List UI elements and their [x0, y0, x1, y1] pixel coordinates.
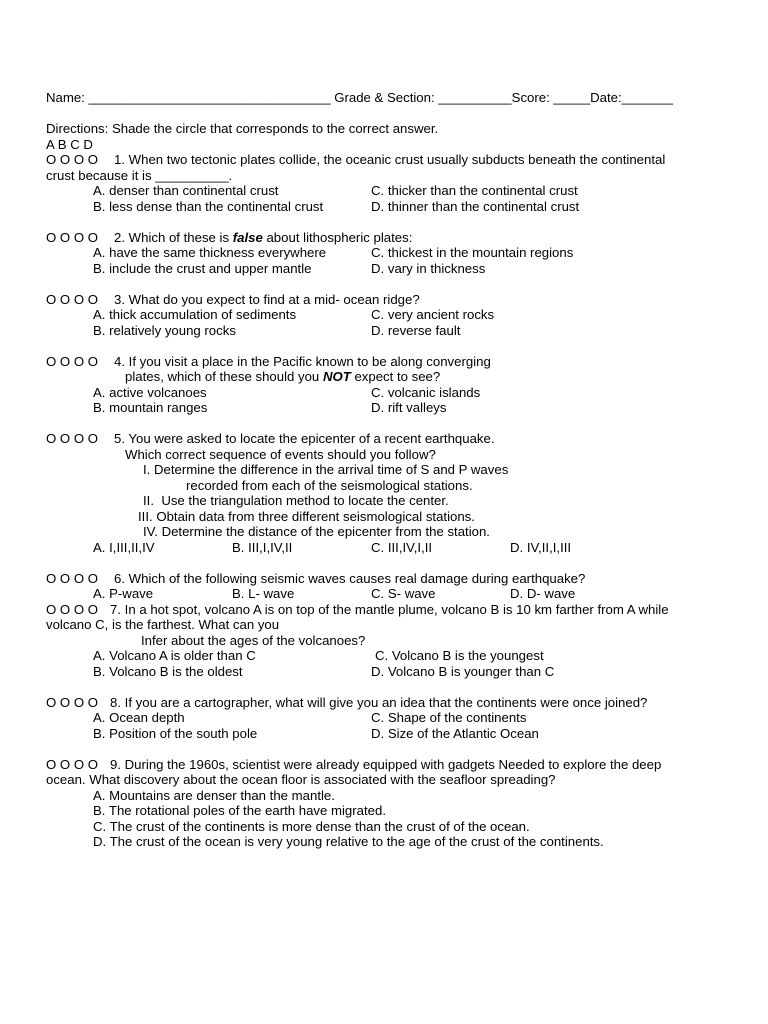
choice-c: C. Shape of the continents: [371, 710, 527, 725]
date-field[interactable]: Date:_______: [590, 90, 673, 105]
question-7-choices-bd: [46, 664, 726, 680]
name-field[interactable]: Name: _________________________________: [46, 90, 331, 105]
choice-a: A. denser than continental crust: [93, 183, 279, 198]
choice-d: D. Volcano B is younger than C: [371, 663, 555, 679]
choice-d: D. D- wave: [510, 586, 576, 601]
score-field[interactable]: Score: _____: [511, 90, 591, 105]
choice-c: C. volcanic islands: [371, 384, 481, 400]
choice-a: A. have the same thickness everywhere: [93, 245, 327, 260]
question-4-stem: O O O O 4. If you visit a place in the Pacific known to be along converging: [46, 353, 491, 369]
emphasis-false: false: [232, 229, 263, 245]
directions: Directions: Shade the circle that corresponds to the correct answer.: [46, 121, 439, 136]
question-8-stem: O O O O 8. If you are a cartographer, what will give you an idea that the continents were once joined?: [46, 694, 648, 710]
answer-bubbles[interactable]: O O O O: [46, 291, 99, 307]
choice-c: C. thickest in the mountain regions: [371, 245, 574, 260]
answer-bubbles[interactable]: O O O O: [46, 694, 99, 710]
header-line: [46, 90, 726, 106]
choice-b: B. III,I,IV,II: [232, 539, 293, 555]
choice-d: D. reverse fault: [371, 322, 461, 338]
emphasis-not: NOT: [322, 369, 351, 384]
choice-d: D. vary in thickness: [371, 260, 486, 276]
choice-a: A. Mountains are denser than the mantle.: [93, 787, 335, 803]
question-9-stem-cont: ocean. What discovery about the ocean floor is associated with the seafloor spreading?: [46, 772, 556, 787]
choice-b: B. Position of the south pole: [93, 725, 258, 741]
choice-b: B. less dense than the continental crust: [93, 198, 324, 214]
choice-c: C. The crust of the continents is more dense than the crust of of the ocean.: [93, 818, 530, 834]
choice-d: D. IV,II,I,III: [510, 539, 572, 555]
question-7-stem-cont: volcano C, is the farthest. What can you: [46, 617, 280, 632]
step-iii: III. Obtain data from three different seismological stations.: [138, 508, 475, 524]
answer-bubbles[interactable]: O O O O: [46, 756, 99, 772]
question-4-choices-bd: [46, 400, 726, 416]
choice-d: D. Size of the Atlantic Ocean: [371, 725, 539, 741]
question-3-choices-ac: [46, 307, 726, 323]
question-8-choices-ac: [46, 710, 726, 726]
question-7-stem-cont2: Infer about the ages of the volcanoes?: [141, 632, 366, 648]
question-2-choices-bd: [46, 261, 726, 277]
choice-d: D. thinner than the continental crust: [371, 198, 580, 214]
choice-b: B. relatively young rocks: [93, 322, 236, 338]
question-6-choices: [46, 586, 726, 602]
question-5-stem-cont: Which correct sequence of events should you follow?: [125, 446, 436, 462]
answer-bubbles[interactable]: O O O O: [46, 152, 99, 167]
choice-d: D. The crust of the ocean is very young relative to the age of the crust of the continents.: [93, 834, 604, 849]
question-1-choices-bd: [46, 199, 726, 215]
answer-bubbles[interactable]: O O O O: [46, 431, 99, 446]
choice-b: B. The rotational poles of the earth have migrated.: [93, 803, 386, 818]
choice-b: B. include the crust and upper mantle: [93, 260, 312, 276]
step-ii: II. Use the triangulation method to locate the center.: [143, 493, 449, 508]
choice-b: B. Volcano B is the oldest: [93, 663, 243, 679]
question-4-stem-cont: plates, which of these should you NOT expect to see?: [125, 369, 441, 384]
question-8-choices-bd: [46, 726, 726, 742]
step-iv: IV. Determine the distance of the epicenter from the station.: [143, 524, 490, 539]
question-7-choices-ac: [46, 648, 726, 664]
question-5-choices: [46, 540, 726, 556]
question-4-choices-ac: [46, 385, 726, 401]
quiz-page: [46, 90, 726, 850]
question-3-choices-bd: [46, 323, 726, 339]
choice-c: C. thicker than the continental crust: [371, 183, 578, 198]
step-i-cont: recorded from each of the seismological stations.: [186, 477, 473, 493]
question-2-choices-ac: [46, 245, 726, 261]
question-3-stem: O O O O 3. What do you expect to find at a mid- ocean ridge?: [46, 291, 420, 307]
choice-b: B. L- wave: [232, 586, 295, 601]
answer-bubbles[interactable]: O O O O: [46, 229, 99, 245]
choice-a: A. active volcanoes: [93, 384, 207, 400]
question-1-stem: O O O O 1. When two tectonic plates collide, the oceanic crust usually subducts beneath the continental: [46, 152, 666, 167]
answer-bubbles[interactable]: O O O O: [46, 570, 99, 586]
step-i: I. Determine the difference in the arrival time of S and P waves: [143, 462, 509, 477]
question-7-stem: O O O O 7. In a hot spot, volcano A is on top of the mantle plume, volcano B is 10 km farther from A while: [46, 601, 669, 617]
answer-bubbles[interactable]: O O O O: [46, 601, 99, 617]
choice-d: D. rift valleys: [371, 400, 447, 415]
question-6-stem: O O O O 6. Which of the following seismic waves causes real damage during earthquake?: [46, 570, 586, 586]
choice-header: A B C D: [46, 136, 93, 152]
choice-c: C. S- wave: [371, 586, 436, 601]
question-5-stem: O O O O 5. You were asked to locate the epicenter of a recent earthquake.: [46, 431, 495, 446]
choice-c: C. III,IV,I,II: [371, 539, 433, 555]
choice-a: A. thick accumulation of sediments: [93, 307, 297, 322]
answer-bubbles[interactable]: O O O O: [46, 353, 99, 369]
choice-c: C. very ancient rocks: [371, 307, 495, 322]
choice-b: B. mountain ranges: [93, 400, 208, 415]
question-1-choices-ac: [46, 183, 726, 199]
choice-a: A. P-wave: [93, 586, 154, 601]
choice-a: A. Ocean depth: [93, 710, 185, 725]
question-1-stem-cont: crust because it is __________.: [46, 167, 233, 183]
choice-c: C. Volcano B is the youngest: [375, 648, 544, 663]
grade-section-field[interactable]: Grade & Section: __________: [330, 90, 512, 105]
choice-a: A. I,III,II,IV: [93, 539, 155, 555]
choice-a: A. Volcano A is older than C: [93, 648, 256, 663]
question-9-stem: O O O O 9. During the 1960s, scientist were already equipped with gadgets Needed to explore the deep: [46, 756, 662, 772]
question-2-stem: O O O O 2. Which of these is false about lithospheric plates:: [46, 229, 413, 245]
